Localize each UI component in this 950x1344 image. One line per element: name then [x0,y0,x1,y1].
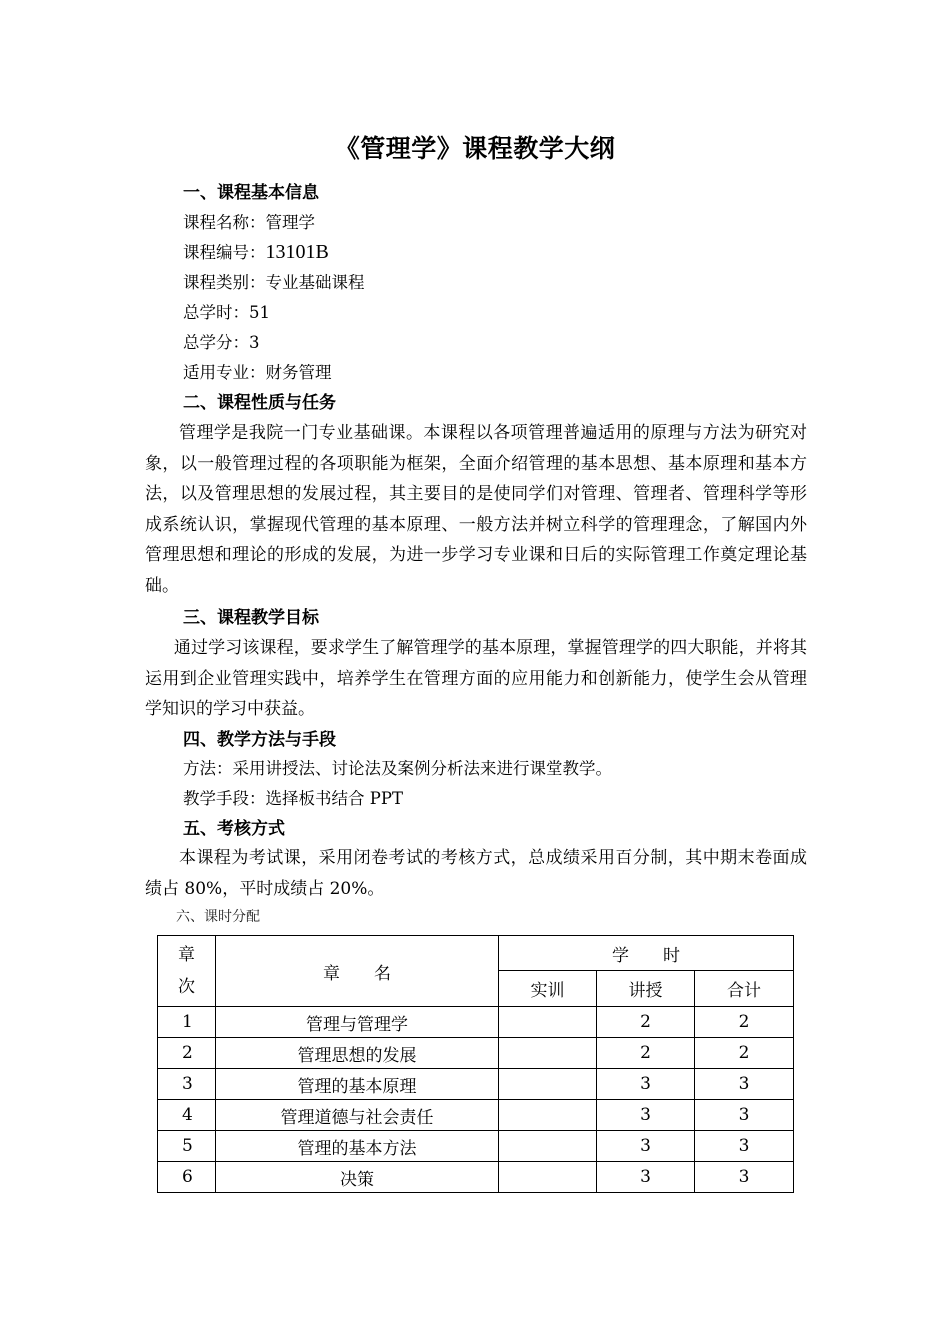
table-row [158,1131,794,1162]
cell-total: 2 [695,1038,794,1069]
course-code-value: 13101B [265,241,329,263]
hours-table [157,935,794,1193]
table-row [158,1100,794,1131]
table-row [158,1038,794,1069]
cell-no: 1 [158,1007,216,1038]
cell-lecture: 3 [597,1069,695,1100]
section1-heading: 一、课程基本信息 [183,183,319,203]
course-name: 课程名称：管理学 [183,213,315,232]
cell-name: 管理道德与社会责任 [216,1100,499,1131]
header-practice: 实训 [499,971,597,1007]
course-code [183,240,329,265]
table-row [158,1007,794,1038]
cell-lecture: 2 [597,1038,695,1069]
header-hours: 学 时 [499,936,794,971]
cell-name: 管理与管理学 [216,1007,499,1038]
header-chapter-no: 章 次 [158,936,216,1007]
cell-name: 管理的基本原理 [216,1069,499,1100]
cell-name: 管理思想的发展 [216,1038,499,1069]
document-title: 《管理学》课程教学大纲 [334,134,616,163]
cell-name: 管理的基本方法 [216,1131,499,1162]
section3-heading: 三、课程教学目标 [183,608,319,628]
cell-practice [499,1007,597,1038]
cell-no: 4 [158,1100,216,1131]
cell-no: 6 [158,1162,216,1193]
applicable-major: 适用专业：财务管理 [183,363,332,382]
cell-practice [499,1162,597,1193]
section5-heading: 五、考核方式 [183,819,285,839]
header-lecture: 讲授 [597,971,695,1007]
cell-total: 3 [695,1100,794,1131]
cell-total: 2 [695,1007,794,1038]
cell-lecture: 2 [597,1007,695,1038]
total-hours: 总学时：51 [183,303,270,322]
cell-total: 3 [695,1162,794,1193]
section2-body: 管理学是我院一门专业基础课。本课程以各项管理普遍适用的原理与方法为研究对象，以一般管理过程的各项职能为框架，全面介绍管理的基本思想、基本原理和基本方法，以及管理思想的发展过程，其主要目的是使同学们对管理、管理者、管理科学等形成系统认识，掌握现代管理的基本原理、一般方法并树立科学的管理理念，了解国内外管理思想和理论的形成的发展，为进一步学习专业课和日后的实际管理工作奠定理论基础。 [145,423,807,596]
course-type: 课程类别：专业基础课程 [183,273,365,292]
cell-lecture: 3 [597,1131,695,1162]
table-row [158,1162,794,1193]
teaching-means: 教学手段：选择板书结合 PPT [183,789,403,808]
section5-body: 本课程为考试课，采用闭卷考试的考核方式，总成绩采用百分制，其中期末卷面成绩占 80%，平时成绩占 20%。 [145,848,807,899]
cell-practice [499,1131,597,1162]
cell-lecture: 3 [597,1100,695,1131]
section2-heading: 二、课程性质与任务 [183,393,336,413]
section6-heading: 六、课时分配 [176,909,260,925]
cell-no: 5 [158,1131,216,1162]
header-chapter-name: 章 名 [216,936,499,1007]
table-row [158,1069,794,1100]
teaching-method: 方法：采用讲授法、讨论法及案例分析法来进行课堂教学。 [183,759,612,778]
section3-body: 通过学习该课程，要求学生了解管理学的基本原理，掌握管理学的四大职能，并将其运用到企业管理实践中，培养学生在管理方面的应用能力和创新能力，使学生会从管理学知识的学习中获益。 [145,638,807,719]
cell-total: 3 [695,1069,794,1100]
cell-no: 3 [158,1069,216,1100]
course-code-label: 课程编号： [183,243,266,262]
cell-lecture: 3 [597,1162,695,1193]
cell-practice [499,1038,597,1069]
cell-total: 3 [695,1131,794,1162]
cell-practice [499,1100,597,1131]
cell-name: 决策 [216,1162,499,1193]
section4-heading: 四、教学方法与手段 [183,730,336,750]
header-total: 合计 [695,971,794,1007]
total-credits: 总学分：3 [183,333,260,352]
cell-practice [499,1069,597,1100]
cell-no: 2 [158,1038,216,1069]
